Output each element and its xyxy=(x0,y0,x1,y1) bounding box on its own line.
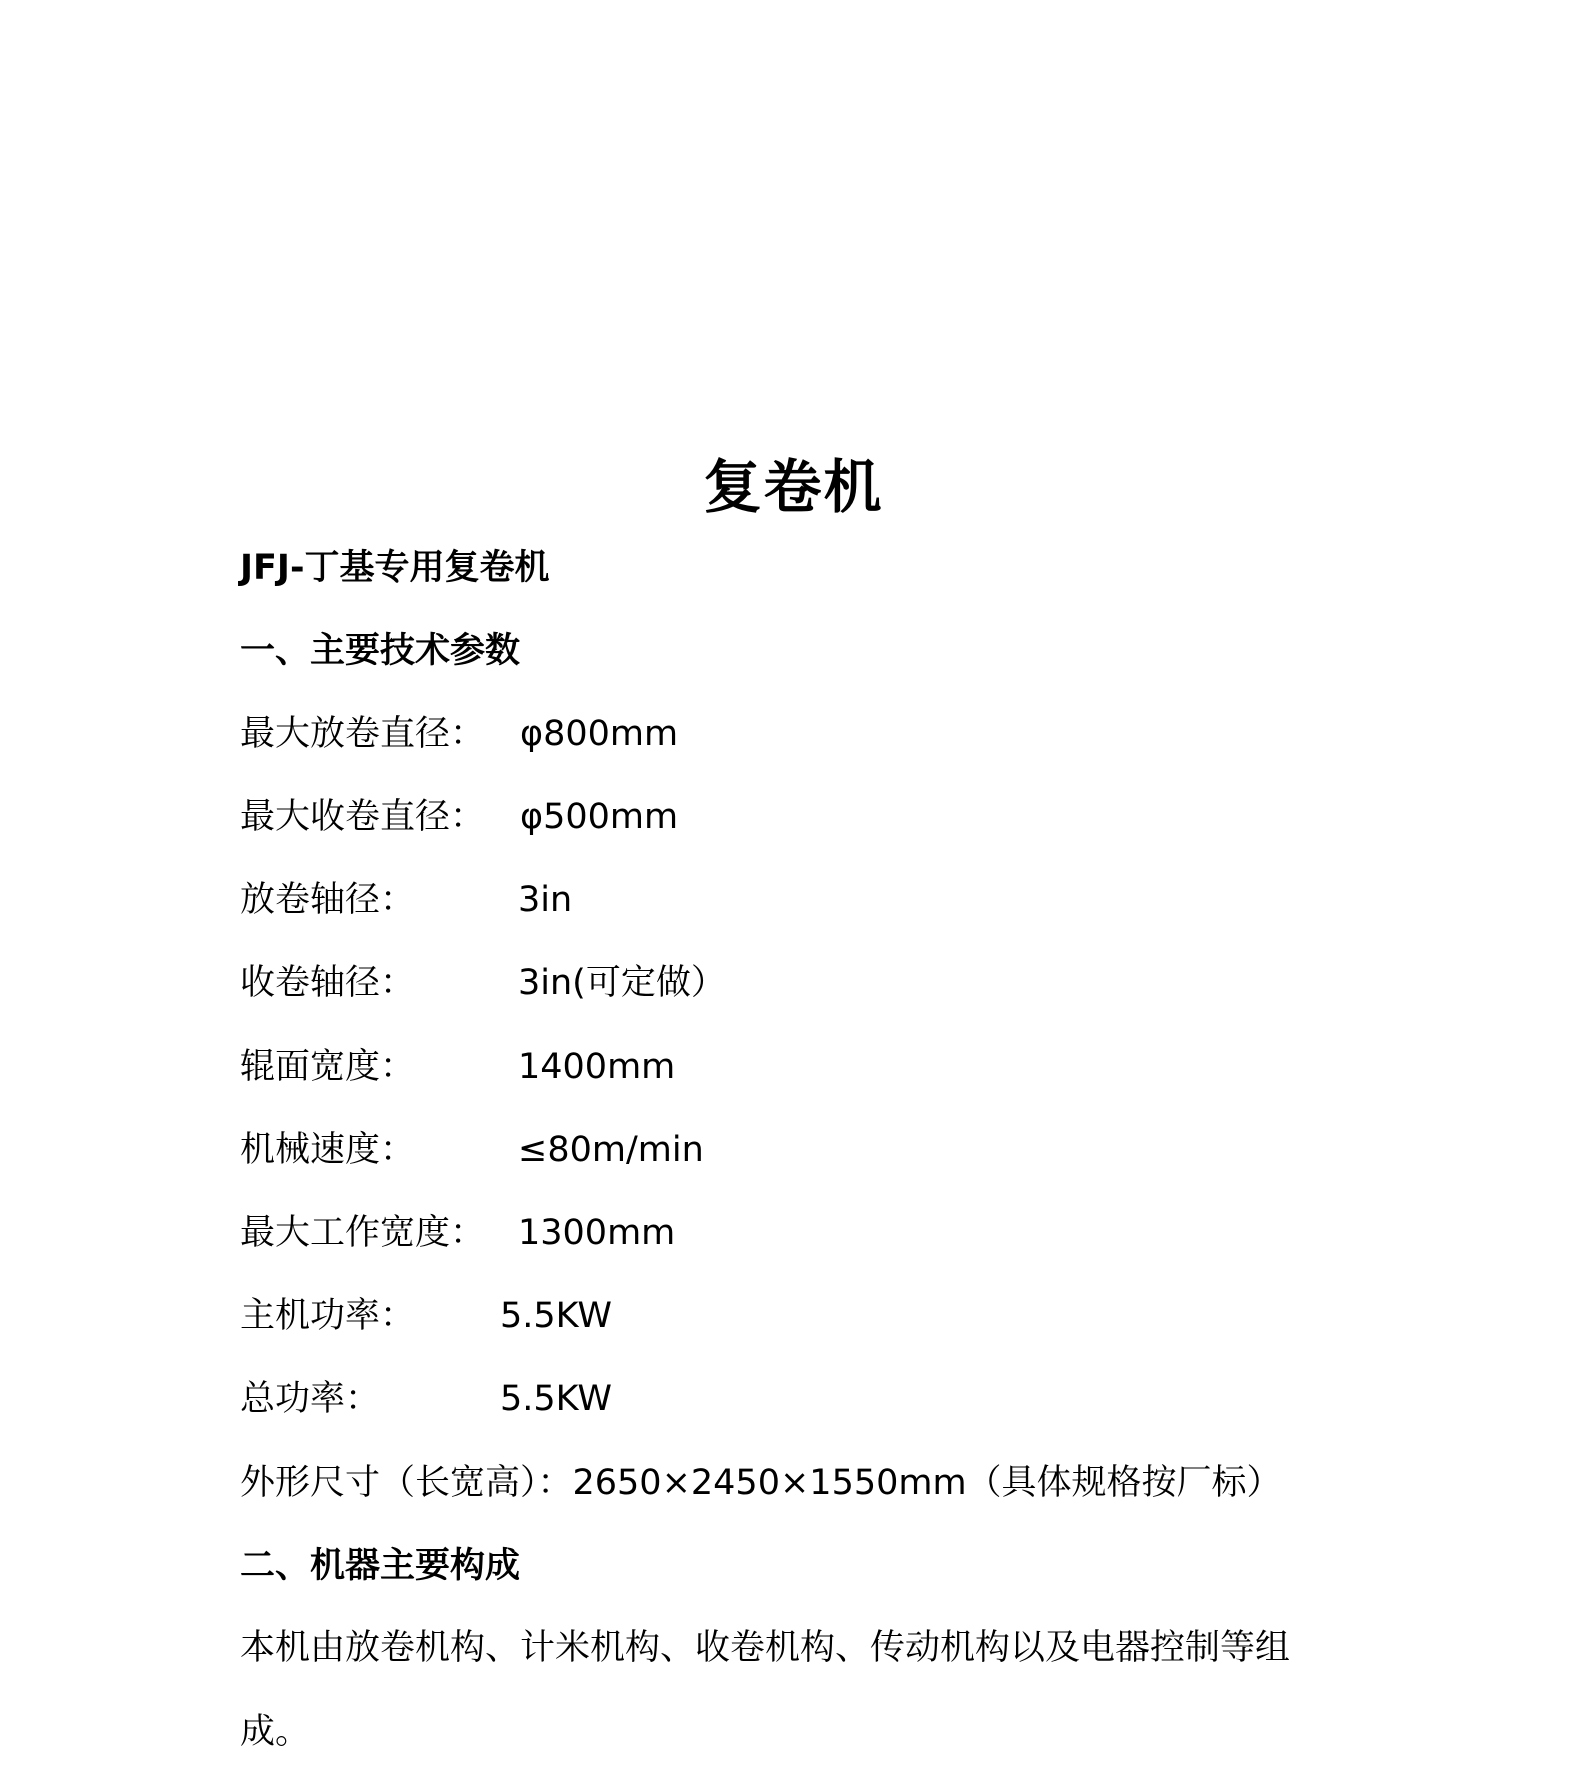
param-label: 最大放卷直径： xyxy=(240,714,486,754)
document-title: 复卷机 xyxy=(703,453,884,521)
param-row-total-power xyxy=(240,1377,612,1421)
param-label: 主机功率： xyxy=(240,1296,416,1336)
param-value: 1400mm xyxy=(518,1047,676,1087)
param-value: 5.5KW xyxy=(500,1379,612,1419)
param-label: 机械速度： xyxy=(240,1130,416,1170)
param-value: ≤80m/min xyxy=(518,1130,704,1170)
param-row-rewind-shaft-diameter xyxy=(240,961,726,1005)
param-row-roller-width xyxy=(240,1045,676,1089)
param-value: 3in(可定做） xyxy=(518,963,726,1003)
param-label: 总功率： xyxy=(240,1379,381,1419)
section-heading-machine-composition: 二、机器主要构成 xyxy=(240,1546,521,1586)
composition-paragraph: 本机由放卷机构、计米机构、收卷机构、传动机构以及电器控制等组成。 xyxy=(240,1628,1291,1752)
param-value: 5.5KW xyxy=(500,1296,612,1336)
param-row-mechanical-speed xyxy=(240,1128,704,1172)
param-value: 1300mm xyxy=(518,1213,676,1253)
param-row-main-motor-power xyxy=(240,1294,612,1338)
param-label: 放卷轴径： xyxy=(240,880,416,920)
param-row-dimensions: 外形尺寸（长宽高）：2650×2450×1550mm（具体规格按厂标） xyxy=(240,1463,1282,1503)
param-label: 辊面宽度： xyxy=(240,1047,416,1087)
section-heading-main-parameters: 一、主要技术参数 xyxy=(240,631,521,671)
param-value: φ500mm xyxy=(520,797,679,837)
param-row-max-unwind-diameter xyxy=(240,712,679,756)
param-row-unwind-shaft-diameter xyxy=(240,878,573,922)
param-value: φ800mm xyxy=(520,714,679,754)
param-label: 最大收卷直径： xyxy=(240,797,486,837)
param-row-max-rewind-diameter xyxy=(240,795,679,839)
param-value: 3in xyxy=(518,880,573,920)
param-label: 最大工作宽度： xyxy=(240,1213,486,1253)
param-label: 收卷轴径： xyxy=(240,963,416,1003)
product-subtitle: JFJ-丁基专用复卷机 xyxy=(240,548,550,588)
param-row-max-working-width xyxy=(240,1211,676,1255)
